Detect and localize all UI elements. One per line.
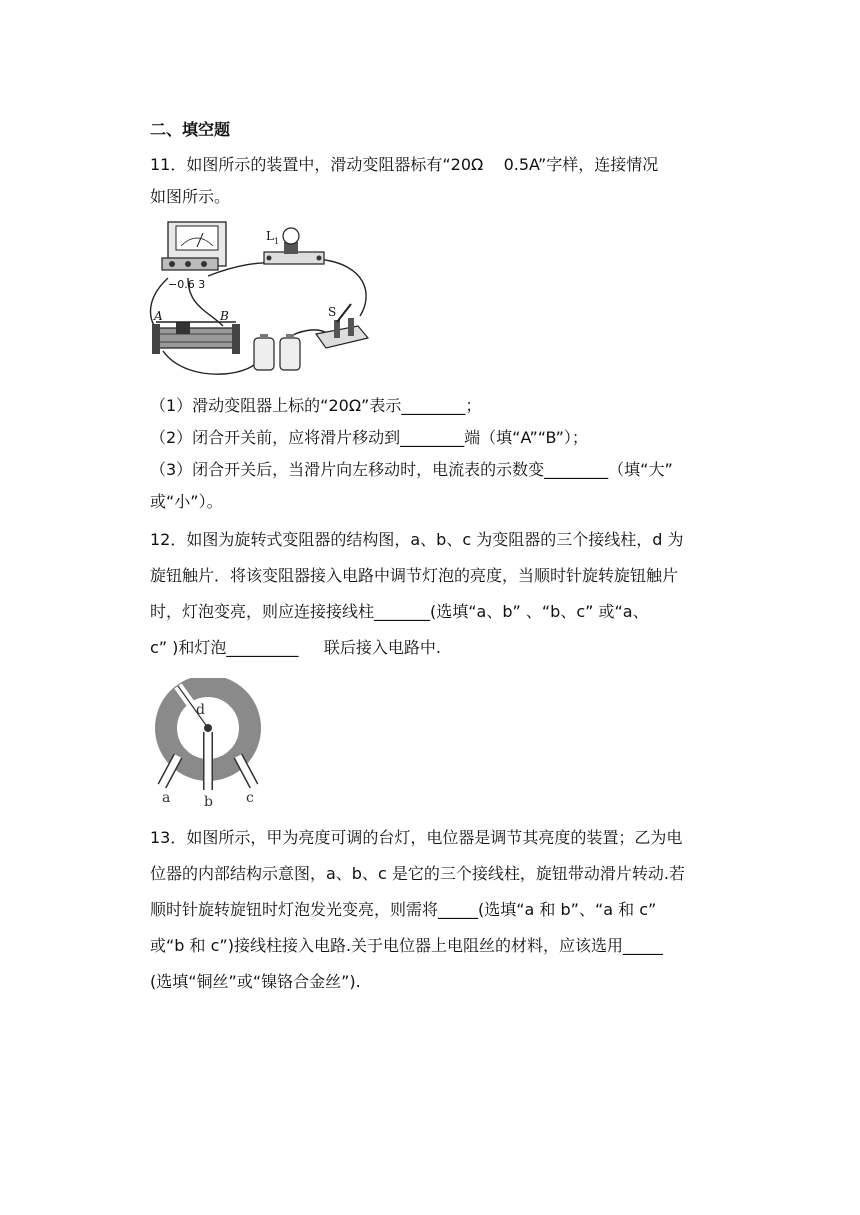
section-title: 二、填空题	[150, 120, 231, 139]
q13-line-3: 顺时针旋转旋钮时灯泡发光变亮，则需将_____(选填“a 和 b”、“a 和 c”	[150, 900, 657, 919]
circuit-figure	[148, 216, 384, 382]
q12-line-4: c” )和灯泡_________ 联后接入电路中.	[150, 638, 441, 657]
q11-line-1: 11．如图所示的装置中，滑动变阻器标有“20Ω 0.5A”字样，连接情况	[150, 155, 659, 174]
q13-line-4: 或“b 和 c”)接线柱接入电路.关于电位器上电阻丝的材料，应该选用_____	[150, 936, 664, 955]
sliding-rheostat	[152, 322, 240, 354]
ammeter	[162, 222, 226, 270]
terminal-a-label: a	[162, 790, 171, 806]
q13-line-1: 13．如图所示，甲为亮度可调的台灯，电位器是调节其亮度的装置；乙为电	[150, 828, 683, 847]
q13-line-5: (选填“铜丝”或“镍铬合金丝”).	[150, 972, 361, 991]
ammeter-terminal-label: −0.6 3	[168, 278, 206, 291]
slider-d-label: d	[196, 702, 205, 718]
rheostat-label-a: A	[154, 309, 163, 323]
q11-sub-3-line-1: （3）闭合开关后，当滑片向左移动时，电流表的示数变________（填“大”	[150, 460, 673, 479]
rotary-rheostat-figure	[150, 678, 270, 808]
rheostat-label-b: B	[220, 309, 229, 323]
q11-line-2: 如图所示。	[150, 187, 231, 206]
q12-line-2: 旋钮触片．将该变阻器接入电路中调节灯泡的亮度，当顺时针旋转旋钮触片	[150, 566, 679, 585]
q11-sub-3-line-2: 或“小”）。	[150, 492, 223, 511]
lamp-subscript: 1	[274, 237, 280, 246]
q11-sub-1: （1）滑动变阻器上标的“20Ω”表示________；	[150, 396, 482, 415]
switch-s	[316, 304, 368, 348]
lamp-label: L	[266, 229, 274, 243]
q12-line-3: 时，灯泡变亮，则应连接接线柱_______(选填“a、b” 、“b、c” 或“a、	[150, 602, 649, 621]
terminal-b-label: b	[204, 794, 213, 808]
battery-pair	[254, 334, 300, 370]
terminal-c-label: c	[246, 790, 254, 806]
q13-line-2: 位器的内部结构示意图，a、b、c 是它的三个接线柱，旋钮带动滑片转动.若	[150, 864, 685, 883]
q12-line-1: 12．如图为旋转式变阻器的结构图，a、b、c 为变阻器的三个接线柱，d 为	[150, 530, 684, 549]
q11-sub-2: （2）闭合开关前，应将滑片移动到________端（填“A”“B”）；	[150, 428, 588, 447]
switch-label: S	[328, 305, 337, 319]
